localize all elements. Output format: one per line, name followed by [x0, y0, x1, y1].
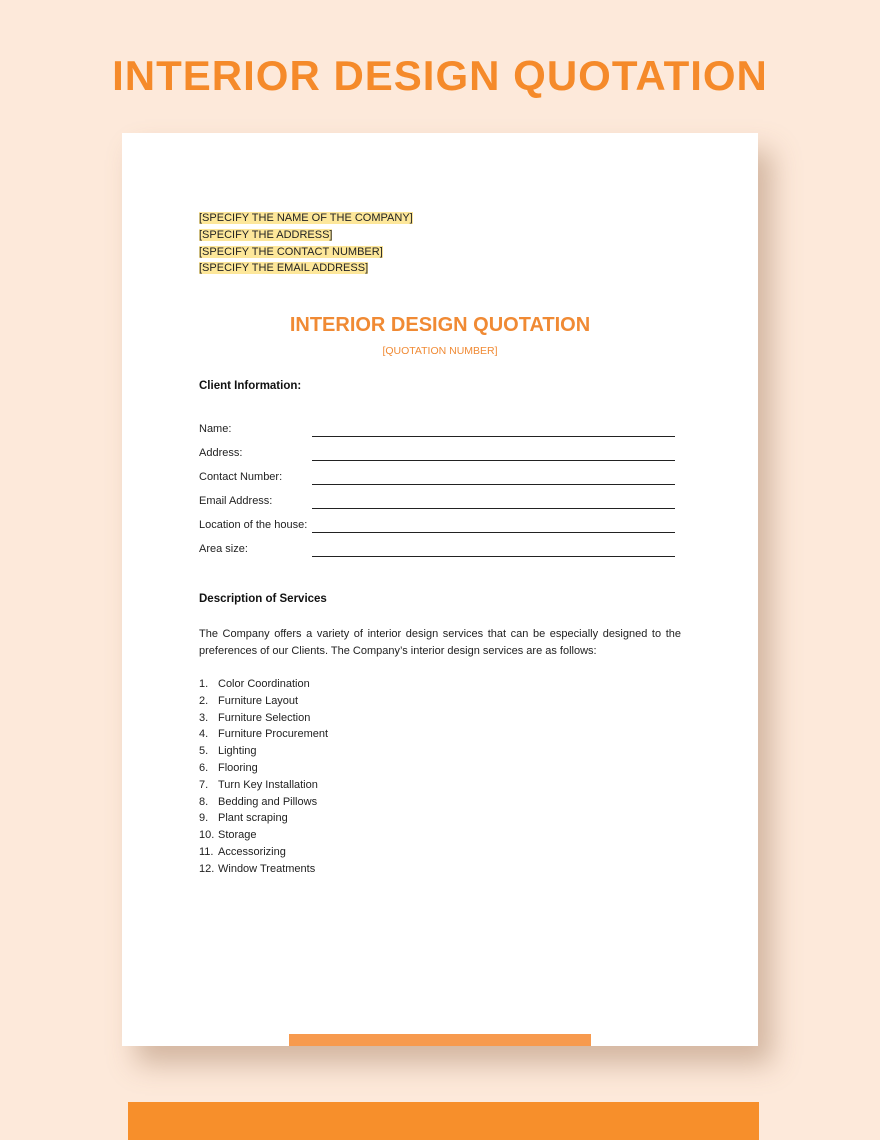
- list-label: Color Coordination: [218, 678, 310, 690]
- list-label: Flooring: [218, 761, 258, 774]
- location-input-line[interactable]: [312, 532, 675, 533]
- list-item: [199, 777, 328, 794]
- list-label: Plant scraping: [218, 812, 288, 825]
- list-label: Window Treatments: [218, 862, 316, 875]
- client-field-area: [199, 543, 675, 561]
- list-item: [199, 794, 328, 811]
- list-number: 7.: [199, 778, 209, 791]
- field-label: Email Address:: [199, 495, 273, 507]
- list-label: Storage: [218, 829, 257, 842]
- company-name[interactable]: [SPECIFY THE NAME OF THE COMPANY]: [199, 212, 413, 224]
- list-label: Furniture Procurement: [218, 728, 329, 741]
- client-info-heading: Client Information:: [199, 380, 302, 392]
- list-number: 12.: [199, 862, 215, 875]
- email-input-line[interactable]: [312, 508, 675, 509]
- page-footer-bar: [289, 1034, 591, 1046]
- list-number: 10.: [199, 829, 215, 842]
- field-label: Area size:: [199, 543, 248, 555]
- company-info: [199, 210, 413, 277]
- quotation-number[interactable]: [QUOTATION NUMBER]: [382, 345, 498, 357]
- bottom-accent-bar: [128, 1102, 759, 1140]
- list-item: [199, 676, 328, 693]
- company-address[interactable]: [SPECIFY THE ADDRESS]: [199, 228, 333, 241]
- list-label: Lighting: [218, 745, 257, 758]
- field-label: Contact Number:: [199, 471, 283, 483]
- field-label: Address:: [199, 447, 243, 459]
- company-contact[interactable]: [SPECIFY THE CONTACT NUMBER]: [199, 245, 383, 258]
- list-item: [199, 810, 328, 827]
- list-label: Furniture Layout: [218, 694, 299, 707]
- field-label: Name:: [199, 423, 232, 435]
- list-label: Bedding and Pillows: [218, 795, 318, 808]
- banner-title: INTERIOR DESIGN QUOTATION: [112, 52, 768, 99]
- document-page: [122, 133, 758, 1046]
- list-number: 9.: [199, 812, 209, 825]
- list-item: [199, 861, 328, 878]
- client-field-address: [199, 447, 675, 465]
- list-number: 6.: [199, 761, 209, 774]
- document-title: INTERIOR DESIGN QUOTATION: [289, 314, 591, 336]
- services-list: [199, 676, 328, 878]
- list-number: 8.: [199, 795, 209, 808]
- list-item: [199, 710, 328, 727]
- list-item: [199, 844, 328, 861]
- list-label: Turn Key Installation: [218, 778, 318, 791]
- contact-input-line[interactable]: [312, 484, 675, 485]
- services-intro: The Company offers a variety of interior design services that can be especially designed to the preferences of our Clients. The Company’s interior design services are as follows:: [199, 628, 681, 657]
- client-field-contact: [199, 471, 675, 489]
- client-field-name: [199, 423, 675, 441]
- area-input-line[interactable]: [312, 556, 675, 557]
- list-label: Accessorizing: [218, 845, 286, 858]
- list-number: 1.: [199, 678, 209, 690]
- list-label: Furniture Selection: [218, 711, 311, 724]
- list-item: [199, 827, 328, 844]
- list-item: [199, 743, 328, 760]
- list-number: 4.: [199, 728, 209, 741]
- list-item: [199, 726, 328, 743]
- address-input-line[interactable]: [312, 460, 675, 461]
- list-item: [199, 693, 328, 710]
- list-number: 3.: [199, 711, 209, 724]
- list-item: [199, 760, 328, 777]
- field-label: Location of the house:: [199, 519, 308, 531]
- client-field-email: [199, 495, 675, 513]
- list-number: 5.: [199, 745, 209, 758]
- list-number: 11.: [199, 845, 214, 858]
- list-number: 2.: [199, 694, 209, 707]
- name-input-line[interactable]: [312, 436, 675, 437]
- client-field-location: [199, 519, 675, 537]
- company-email[interactable]: [SPECIFY THE EMAIL ADDRESS]: [199, 262, 369, 275]
- services-heading: Description of Services: [199, 593, 327, 605]
